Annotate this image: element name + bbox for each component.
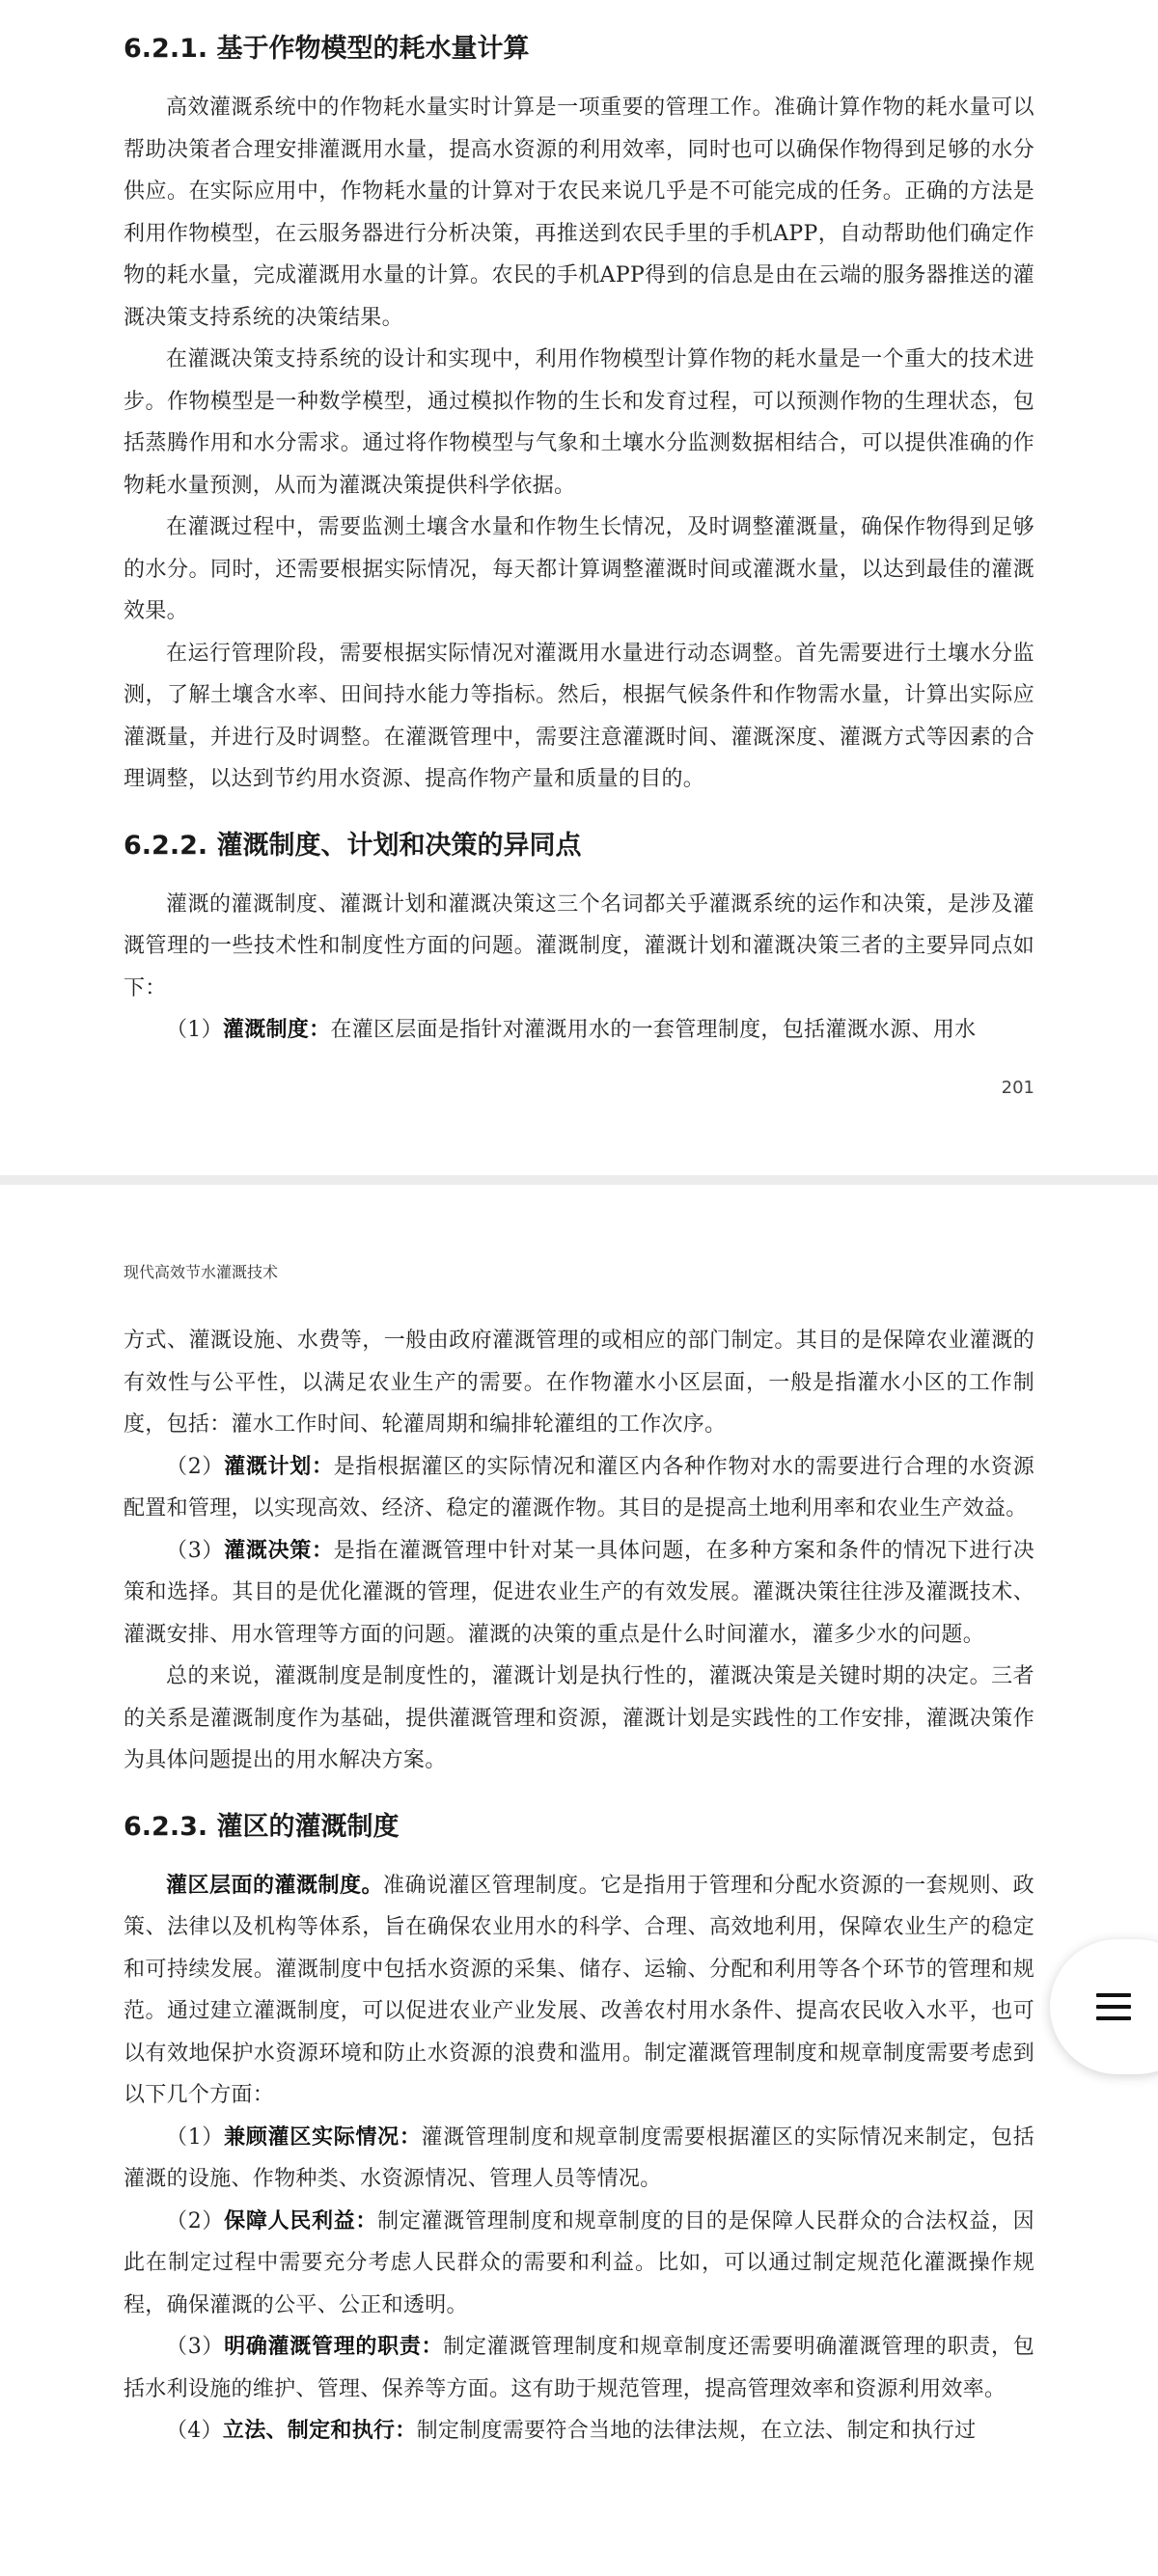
paragraph: 在运行管理阶段，需要根据实际情况对灌溉用水量进行动态调整。首先需要进行土壤水分监测，了解土壤含水率、田间持水能力等指标。然后，根据气候条件和作物需水量，计算出实际应灌溉量，并进行及时调整。在灌溉管理中，需要注意灌溉时间、灌溉深度、灌溉方式等因素的合理调整，以达到节约用水资源、提高作物产量和质量的目的。 [124, 641, 1034, 791]
item-prefix: （3） [166, 2335, 225, 2359]
lead-text: 准确说灌区管理制度。它是指用于管理和分配水资源的一套规则、政策、法律以及机构等体系，旨在确保农业用水的科学、合理、高效地利用，保障农业生产的稳定和可持续发展。灌溉制度中包括水资源的采集、储存、运输、分配和利用等各个环节的管理和规范。通过建立灌溉制度，可以促进农业产业发展、改善农村用水条件、提高农民收入水平，也可以有效地保护水资源环境和防止水资源的浪费和滥用。制定灌溉管理制度和规章制度需要考虑到以下几个方面： [124, 1873, 1034, 2107]
item-prefix: （2） [166, 1454, 225, 1479]
section-heading-6-2-2: 6.2.2. 灌溉制度、计划和决策的异同点 [124, 830, 582, 861]
paragraph: 方式、灌溉设施、水费等，一般由政府灌溉管理的或相应的部门制定。其目的是保障农业灌溉的有效性与公平性，以满足农业生产的需要。在作物灌水小区层面，一般是指灌水小区的工作制度，包括：灌水工作时间、轮灌周期和编排轮灌组的工作次序。 [124, 1329, 1034, 1437]
item-term: 立法、制定和执行： [222, 2418, 417, 2443]
item-text: 制定灌溉管理制度和规章制度的目的是保障人民群众的合法权益，因此在制定过程中需要充分考虑人民群众的需要和利益。比如，可以通过制定规范化灌溉操作规程，确保灌溉的公平、公正和透明。 [124, 2208, 1034, 2317]
page-content [124, 27, 1034, 1052]
item-prefix: （3） [166, 1538, 225, 1563]
section-heading-6-2-1: 6.2.1. 基于作物模型的耗水量计算 [124, 34, 530, 64]
item-prefix: （2） [166, 2208, 225, 2233]
page-number: 201 [1001, 1078, 1034, 1098]
paragraph: 灌溉的灌溉制度、灌溉计划和灌溉决策这三个名词都关乎灌溉系统的运作和决策，是涉及灌溉管理的一些技术性和制度性方面的问题。灌溉制度，灌溉计划和灌溉决策三者的主要异同点如下： [124, 891, 1034, 1000]
item-text: 制定制度需要符合当地的法律法规，在立法、制定和执行过 [416, 2419, 977, 2443]
item-text: 灌溉管理制度和规章制度需要根据灌区的实际情况来制定，包括灌溉的设施、作物种类、水资源情况、管理人员等情况。 [124, 2124, 1034, 2191]
item-text: 在灌区层面是指针对灌溉用水的一套管理制度，包括灌溉水源、用水 [330, 1018, 977, 1042]
section-heading-6-2-3: 6.2.3. 灌区的灌溉制度 [124, 1811, 400, 1842]
item-text: 制定灌溉管理制度和规章制度还需要明确灌溉管理的职责，包括水利设施的维护、管理、保养等方面。这有助于规范管理，提高管理效率和资源利用效率。 [124, 2335, 1034, 2401]
document-page-201 [0, 0, 1158, 1175]
list-item [124, 2410, 1034, 2453]
item-prefix: （1） [166, 2124, 225, 2150]
running-head: 现代高效节水灌溉技术 [124, 1263, 279, 1281]
document-page-202 [0, 1185, 1158, 2576]
paragraph: 总的来说，灌溉制度是制度性的，灌溉计划是执行性的，灌溉决策是关键时期的决定。三者的关系是灌溉制度作为基础，提供灌溉管理和资源，灌溉计划是实践性的工作安排，灌溉决策作为具体问题提出的用水解决方案。 [124, 1664, 1034, 1772]
list-item [124, 2201, 1034, 2327]
item-term: 灌溉计划： [224, 1453, 334, 1479]
item-term: 保障人民利益： [224, 2207, 378, 2233]
item-term: 兼顾灌区实际情况： [224, 2124, 422, 2150]
item-text: 是指在灌溉管理中针对某一具体问题，在多种方案和条件的情况下进行决策和选择。其目的是优化灌溉的管理，促进农业生产的有效发展。灌溉决策往往涉及灌溉技术、灌溉安排、用水管理等方面的问题。灌溉的决策的重点是什么时间灌水，灌多少水的问题。 [124, 1538, 1034, 1647]
item-prefix: （1） [166, 1018, 223, 1042]
item-text: 是指根据灌区的实际情况和灌区内各种作物对水的需要进行合理的水资源配置和管理，以实现高效、经济、稳定的灌溉作物。其目的是提高土地利用率和农业生产效益。 [124, 1454, 1034, 1521]
paragraph: 在灌溉决策支持系统的设计和实现中，利用作物模型计算作物的耗水量是一个重大的技术进步。作物模型是一种数学模型，通过模拟作物的生长和发育过程，可以预测作物的生理状态，包括蒸腾作用和水分需求。通过将作物模型与气象和土壤水分监测数据相结合，可以提供准确的作物耗水量预测，从而为灌溉决策提供科学依据。 [124, 347, 1034, 498]
item-term: 明确灌溉管理的职责： [224, 2334, 444, 2359]
lead-term: 灌区层面的灌溉制度。 [166, 1872, 384, 1898]
menu-icon [1096, 1989, 1131, 2024]
paragraph: 高效灌溉系统中的作物耗水量实时计算是一项重要的管理工作。准确计算作物的耗水量可以帮助决策者合理安排灌溉用水量，提高水资源的利用效率，同时也可以确保作物得到足够的水分供应。在实际应用中，作物耗水量的计算对于农民来说几乎是不可能完成的任务。正确的方法是利用作物模型，在云服务器进行分析决策，再推送到农民手里的手机APP，自动帮助他们确定作物的耗水量，完成灌溉用水量的计算。农民的手机APP得到的信息是由在云端的服务器推送的灌溉决策支持系统的决策结果。 [124, 96, 1034, 330]
list-item [124, 1446, 1034, 1530]
item-term: 灌溉制度： [222, 1017, 331, 1042]
item-term: 灌溉决策： [224, 1537, 334, 1563]
paragraph: 在灌溉过程中，需要监测土壤含水量和作物生长情况，及时调整灌溉量，确保作物得到足够的水分。同时，还需要根据实际情况，每天都计算调整灌溉时间或灌溉水量，以达到最佳的灌溉效果。 [124, 515, 1034, 623]
list-item [124, 1530, 1034, 1657]
item-prefix: （4） [166, 2419, 223, 2443]
list-item [124, 1009, 1034, 1052]
list-item [124, 2117, 1034, 2201]
page-content [124, 1320, 1034, 2453]
paragraph [124, 1865, 1034, 2117]
list-item [124, 2326, 1034, 2410]
